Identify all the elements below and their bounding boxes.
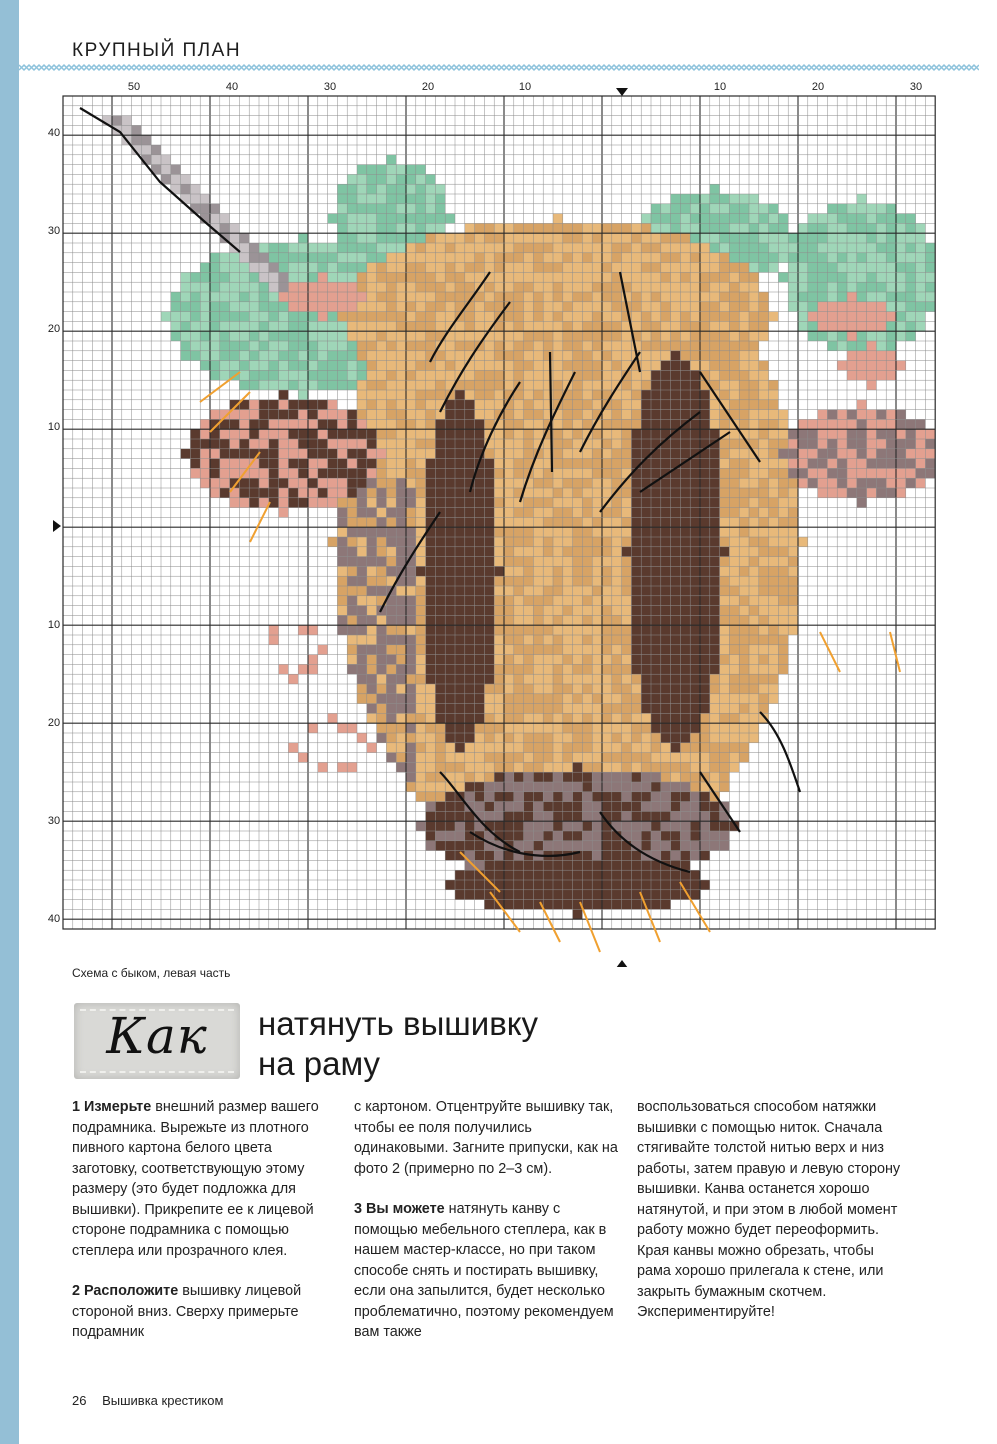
top-label-left: 20 (421, 81, 435, 93)
step-3-text: натянуть канву с помощью мебельного степлера, как в нашем мастер-классе, но при таком способе снять и постирать вышивку, если она запылится, будет несколько проблематично, поэтому рекомендуем вам также (354, 1201, 614, 1340)
center-marker-bottom (616, 960, 628, 967)
center-marker-left (53, 520, 61, 532)
left-label-upper: 40 (47, 127, 61, 139)
step-1-text: внешний размер вашего подрамника. Вырежьте из плотного пивного картона белого цвета заготовку, соответствующую этому размеру (это будет подложка для вышивки). Прикрепите ее к лицевой стороне подрамника с помощью степлера или прозрачного клея. (72, 1099, 319, 1259)
top-label-left: 10 (518, 81, 532, 93)
top-label-left: 30 (323, 81, 337, 93)
step-3-paragraph (354, 1199, 622, 1343)
left-label-lower: 30 (47, 815, 61, 827)
top-label-left: 40 (225, 81, 239, 93)
left-label-lower: 40 (47, 913, 61, 925)
step-2-heading: 2 Расположите (72, 1283, 179, 1299)
label-stitch-bottom (80, 1071, 234, 1073)
step-1-paragraph (72, 1097, 340, 1261)
text-column-1 (72, 1097, 340, 1363)
text-column-2 (354, 1097, 622, 1363)
backstitch-orange (250, 502, 270, 542)
center-marker-top (616, 88, 628, 96)
kak-fabric-label (74, 1003, 240, 1079)
left-label-lower: 20 (47, 717, 61, 729)
headline-line-1: натянуть вышивку (258, 1005, 539, 1042)
step-2-paragraph (72, 1281, 340, 1343)
kak-label-text: Как (106, 1007, 208, 1065)
top-label-left: 50 (127, 81, 141, 93)
page-number: 26 (72, 1393, 87, 1408)
page-footer (72, 1393, 223, 1408)
magazine-name: Вышивка крестиком (102, 1393, 224, 1408)
section-label: КРУПНЫЙ ПЛАН (72, 40, 242, 61)
headline-line-2: на раму (258, 1045, 381, 1082)
top-label-right: 20 (811, 81, 825, 93)
step-3-heading: 3 Вы можете (354, 1201, 445, 1217)
chart-caption: Схема с быком, левая часть (72, 966, 231, 980)
top-label-right: 10 (713, 81, 727, 93)
left-label-upper: 20 (47, 323, 61, 335)
backstitch-orange (890, 632, 900, 672)
step-2-text: вышивку лицевой стороной вниз. Сверху примерьте подрамник (72, 1283, 302, 1340)
backstitch-black (80, 108, 240, 252)
step-2-continued: с картоном. Отцентруйте вышивку так, чтобы ее поля получились одинаковыми. Загните припуски, как на фото 2 (примерно по 2–3 см). (354, 1099, 618, 1177)
top-label-right: 30 (909, 81, 923, 93)
cross-stitch-chart (0, 72, 997, 967)
step-1-heading: 1 Измерьте (72, 1099, 152, 1115)
step-3-continued: воспользоваться способом натяжки вышивки с помощью ниток. Сначала стягивайте толстой нитью верх и низ работы, затем правую и левую сторону вышивки. Канва останется хорошо натянутой, и при этом в любой момент работу можно будет переоформить. Края канвы можно обрезать, чтобы рама хорошо прилегала к стене, или закрыть бумажным скотчем. Экспериментируйте! (637, 1099, 901, 1320)
left-label-lower: 10 (47, 619, 61, 631)
article-headline (258, 1004, 538, 1084)
backstitch-black (760, 712, 800, 792)
left-label-upper: 10 (47, 421, 61, 433)
left-label-upper: 30 (47, 225, 61, 237)
text-column-3 (637, 1097, 905, 1343)
